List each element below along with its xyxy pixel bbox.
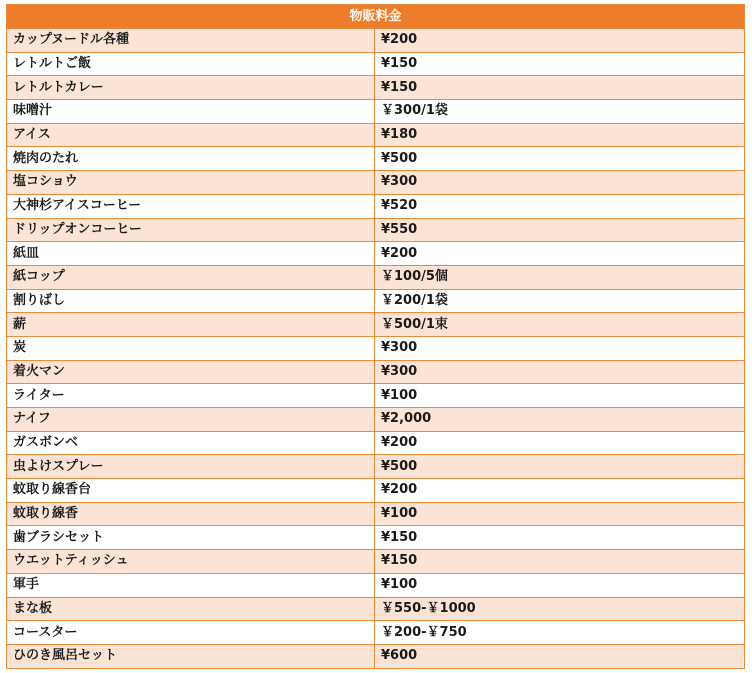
item-name-cell: ガスボンベ <box>7 431 375 455</box>
table-row <box>7 242 745 266</box>
item-price-cell: ¥500 <box>375 455 745 479</box>
table-row <box>7 408 745 432</box>
table-row <box>7 502 745 526</box>
item-name-cell: ナイフ <box>7 408 375 432</box>
item-price-cell: ¥600 <box>375 644 745 668</box>
table-row <box>7 123 745 147</box>
item-name-cell: ドリップオンコーヒー <box>7 218 375 242</box>
table-row <box>7 621 745 645</box>
table-row <box>7 29 745 53</box>
item-price-cell: ￥500/1束 <box>375 313 745 337</box>
item-name-cell: 虫よけスプレー <box>7 455 375 479</box>
item-price-cell: ¥100 <box>375 573 745 597</box>
table-row <box>7 526 745 550</box>
item-name-cell: 大神杉アイスコーヒー <box>7 194 375 218</box>
item-name-cell: 着火マン <box>7 360 375 384</box>
item-price-cell: ¥200 <box>375 29 745 53</box>
item-name-cell: アイス <box>7 123 375 147</box>
item-price-cell: ￥200-￥750 <box>375 621 745 645</box>
item-name-cell: ひのき風呂セット <box>7 644 375 668</box>
table-row <box>7 265 745 289</box>
item-name-cell: 紙皿 <box>7 242 375 266</box>
item-name-cell: 歯ブラシセット <box>7 526 375 550</box>
table-row <box>7 313 745 337</box>
item-name-cell: 炭 <box>7 336 375 360</box>
item-name-cell: 紙コップ <box>7 265 375 289</box>
table-row <box>7 455 745 479</box>
item-name-cell: 蚊取り線香台 <box>7 479 375 503</box>
item-name-cell: レトルトご飯 <box>7 52 375 76</box>
table-row <box>7 384 745 408</box>
table-row <box>7 336 745 360</box>
table-row <box>7 100 745 124</box>
table-row <box>7 644 745 668</box>
item-price-cell: ¥200 <box>375 479 745 503</box>
item-price-cell: ￥550-￥1000 <box>375 597 745 621</box>
table-row <box>7 171 745 195</box>
item-name-cell: 割りばし <box>7 289 375 313</box>
table-row <box>7 573 745 597</box>
table-row <box>7 289 745 313</box>
item-name-cell: 味噌汁 <box>7 100 375 124</box>
item-price-cell: ¥100 <box>375 502 745 526</box>
item-name-cell: 薪 <box>7 313 375 337</box>
item-name-cell: まな板 <box>7 597 375 621</box>
table-row <box>7 550 745 574</box>
table-row <box>7 360 745 384</box>
item-price-cell: ¥500 <box>375 147 745 171</box>
table-row <box>7 218 745 242</box>
item-price-cell: ¥520 <box>375 194 745 218</box>
item-name-cell: ライター <box>7 384 375 408</box>
item-price-cell: ￥100/5個 <box>375 265 745 289</box>
item-price-cell: ¥150 <box>375 76 745 100</box>
table-body <box>7 29 745 669</box>
item-price-cell: ¥150 <box>375 526 745 550</box>
item-price-cell: ¥150 <box>375 52 745 76</box>
price-table <box>6 4 745 669</box>
table-row <box>7 76 745 100</box>
table-header-row <box>7 5 745 29</box>
item-name-cell: カップヌードル各種 <box>7 29 375 53</box>
item-price-cell: ¥300 <box>375 360 745 384</box>
table-row <box>7 597 745 621</box>
item-price-cell: ¥100 <box>375 384 745 408</box>
item-price-cell: ¥150 <box>375 550 745 574</box>
item-name-cell: ウエットティッシュ <box>7 550 375 574</box>
table-row <box>7 479 745 503</box>
item-price-cell: ¥200 <box>375 431 745 455</box>
item-price-cell: ¥300 <box>375 336 745 360</box>
item-price-cell: ¥550 <box>375 218 745 242</box>
item-name-cell: 蚊取り線香 <box>7 502 375 526</box>
item-price-cell: ￥300/1袋 <box>375 100 745 124</box>
table-row <box>7 52 745 76</box>
item-name-cell: レトルトカレー <box>7 76 375 100</box>
item-price-cell: ¥200 <box>375 242 745 266</box>
table-row <box>7 194 745 218</box>
item-price-cell: ¥2,000 <box>375 408 745 432</box>
item-price-cell: ¥180 <box>375 123 745 147</box>
item-price-cell: ￥200/1袋 <box>375 289 745 313</box>
table-row <box>7 147 745 171</box>
item-name-cell: 焼肉のたれ <box>7 147 375 171</box>
table-row <box>7 431 745 455</box>
item-name-cell: 塩コショウ <box>7 171 375 195</box>
table-title: 物販料金 <box>7 5 745 29</box>
item-name-cell: コースター <box>7 621 375 645</box>
item-name-cell: 軍手 <box>7 573 375 597</box>
item-price-cell: ¥300 <box>375 171 745 195</box>
